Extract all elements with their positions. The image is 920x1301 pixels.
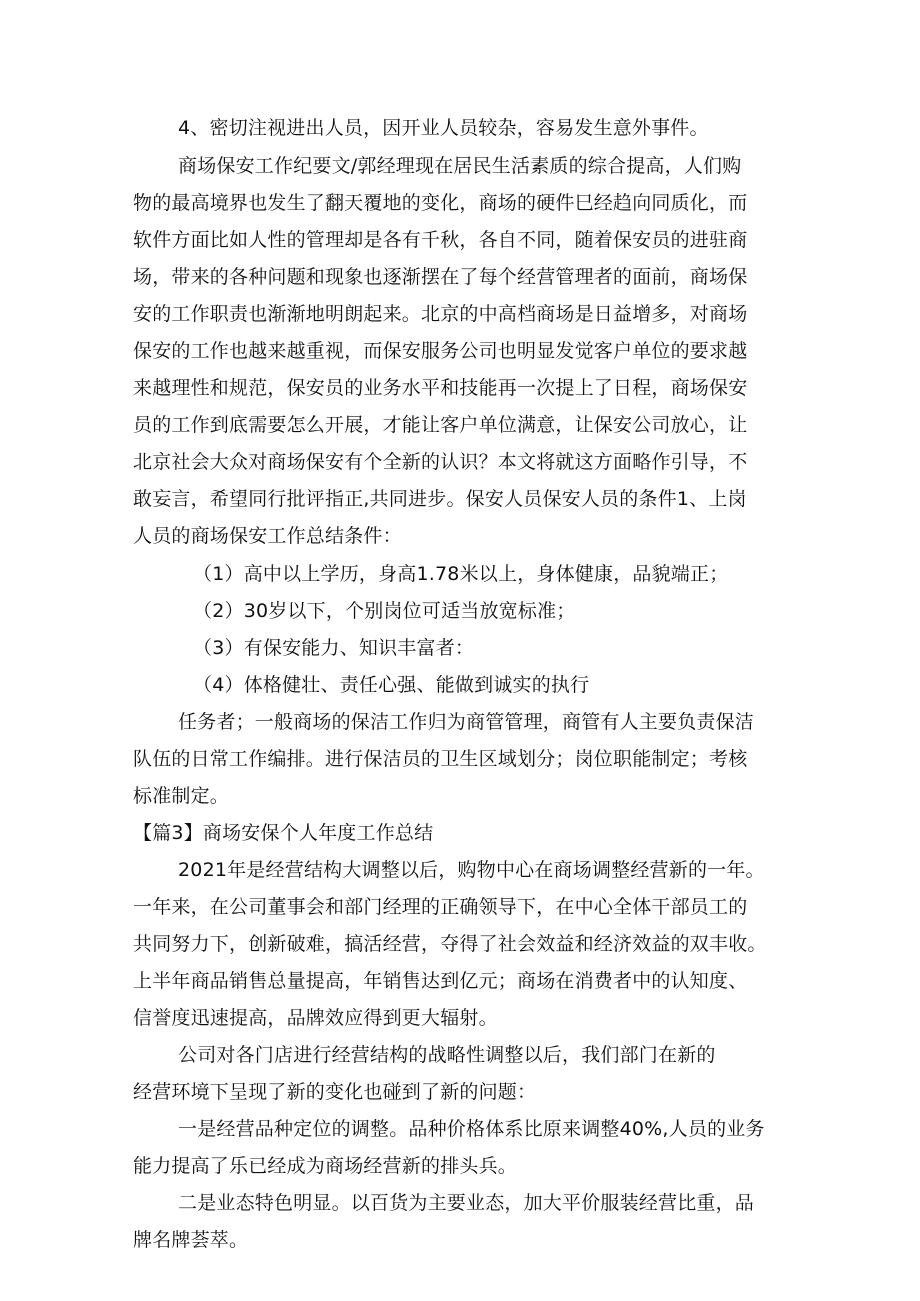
- text-line: 敢妄言，希望同行批评指正,共同进步。保安人员保安人员的条件1、上岗: [133, 488, 747, 510]
- text-line: 经营环境下呈现了新的变化也碰到了新的问题：: [133, 1081, 537, 1103]
- text-line: （1）高中以上学历，身高1.78米以上，身体健康，品貌端正；: [193, 563, 729, 585]
- text-line: 2021年是经营结构大调整以后，购物中心在商场调整经营新的一年。: [178, 859, 765, 881]
- text-line: 公司对各门店进行经营结构的战略性调整以后，我们部门在新的: [178, 1044, 716, 1066]
- text-line: 上半年商品销售总量提高，年销售达到亿元；商场在消费者中的认知度、: [133, 970, 748, 992]
- text-line: （2）30岁以下，个别岗位可适当放宽标准；: [193, 600, 576, 622]
- text-line: 安的工作职责也渐渐地明朗起来。北京的中高档商场是日益增多，对商场: [133, 303, 748, 325]
- text-line: 共同努力下，创新破难，搞活经营，夺得了社会效益和经济效益的双丰收。: [133, 933, 767, 955]
- text-line: 来越理性和规范，保安员的业务水平和技能再一次提上了日程，商场保安: [133, 377, 748, 399]
- text-line: 信誉度迅速提高，品牌效应得到更大辐射。: [133, 1007, 498, 1029]
- text-line: 4、密切注视进出人员，因开业人员较杂，容易发生意外事件。: [178, 117, 709, 139]
- text-line: 商场保安工作纪要文/郭经理现在居民生活素质的综合提高，人们购: [178, 155, 742, 177]
- text-line: 二是业态特色明显。以百货为主要业态，加大平价服装经营比重，品: [178, 1192, 755, 1214]
- text-line: 软件方面比如人性的管理却是各有千秋，各自不同，随着保安员的进驻商: [133, 229, 748, 251]
- text-line: 物的最高境界也发生了翻天覆地的变化，商场的硬件巳经趋向同质化，而: [133, 192, 748, 214]
- text-line: 牌名牌荟萃。: [133, 1229, 249, 1251]
- text-line: 北京社会大众对商场保安有个全新的认识？本文将就这方面略作引导，不: [133, 451, 748, 473]
- text-line: 一年来，在公司董事会和部门经理的正确领导下，在中心全体干部员工的: [133, 896, 748, 918]
- text-line: 场，带来的各种问题和现象也逐渐摆在了每个经营管理者的面前，商场保: [133, 266, 748, 288]
- text-line: 任务者；一般商场的保洁工作归为商管管理，商管有人主要负责保洁: [178, 711, 755, 733]
- text-line: 员的工作到底需要怎么开展，才能让客户单位满意，让保安公司放心，让: [133, 414, 748, 436]
- text-line: （3）有保安能力、知识丰富者：: [193, 637, 475, 659]
- section-heading: 【篇3】商场安保个人年度工作总结: [133, 822, 434, 844]
- text-line: 标准制定。: [133, 785, 230, 807]
- text-line: 保安的工作也越来越重视，而保安服务公司也明显发觉客户单位的要求越: [133, 340, 748, 362]
- text-line: 能力提高了乐已经成为商场经营新的排头兵。: [133, 1155, 518, 1177]
- text-line: （4）体格健壮、责任心强、能做到诚实的执行: [193, 674, 590, 696]
- text-line: 人员的商场保安工作总结条件：: [133, 525, 402, 547]
- text-line: 队伍的日常工作编排。进行保洁员的卫生区域划分；岗位职能制定；考核: [133, 748, 748, 770]
- text-line: 一是经营品种定位的调整。品种价格体系比原来调整40%,人员的业务: [178, 1118, 765, 1140]
